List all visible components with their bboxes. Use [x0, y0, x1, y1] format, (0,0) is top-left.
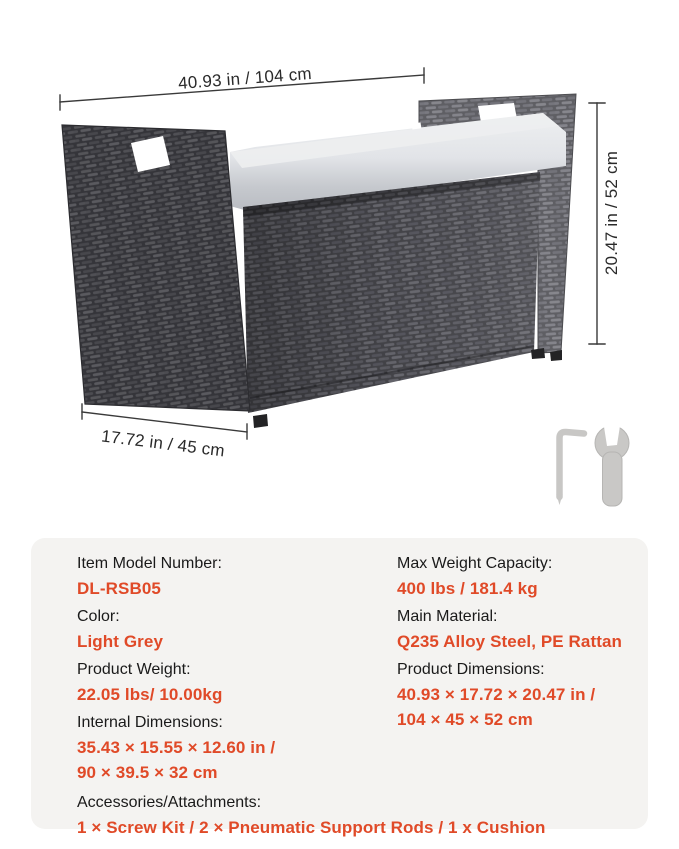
spec-label: Color: [77, 608, 120, 625]
cushion-tag [412, 122, 422, 129]
spec-columns [31, 538, 648, 788]
bench-left-armrest [62, 125, 250, 411]
spec-value-line2: 90 × 39.5 × 32 cm [77, 763, 218, 782]
spec-label: Max Weight Capacity: [397, 555, 553, 572]
height-dimension-label: 20.47 in / 52 cm [602, 150, 621, 276]
spec-value: 1 × Screw Kit / 2 × Pneumatic Support Rods / 1 x Cushion [77, 818, 546, 837]
spec-item-color [77, 604, 397, 654]
spec-item-internal-dimensions [77, 710, 397, 785]
wrench-icon [595, 413, 629, 506]
spec-item-max-weight-capacity [397, 551, 638, 601]
spec-value: Light Grey [77, 632, 164, 651]
assembly-tools [556, 413, 629, 506]
spec-label: Item Model Number: [77, 555, 222, 572]
bench-box-front [243, 172, 540, 413]
spec-label: Main Material: [397, 608, 498, 625]
spec-value: Q235 Alloy Steel, PE Rattan [397, 632, 623, 651]
spec-item-accessories [31, 788, 648, 840]
spec-panel [31, 538, 648, 837]
spec-label: Internal Dimensions: [77, 714, 223, 731]
spec-column-left [77, 551, 397, 788]
allen-key-icon [556, 432, 584, 505]
spec-column-right [397, 551, 638, 788]
spec-label: Product Dimensions: [397, 661, 545, 678]
spec-item-model-number [77, 551, 397, 601]
spec-value: 35.43 × 15.55 × 12.60 in / [77, 738, 276, 757]
width-dimension-label: 40.93 in / 104 cm [177, 64, 313, 93]
spec-label: Product Weight: [77, 661, 191, 678]
depth-dimension-label: 17.72 in / 45 cm [100, 426, 226, 461]
spec-value: 40.93 × 17.72 × 20.47 in / [397, 685, 596, 704]
spec-item-product-dimensions [397, 657, 638, 732]
spec-value-line2: 104 × 45 × 52 cm [397, 710, 533, 729]
spec-value: 400 lbs / 181.4 kg [397, 579, 538, 598]
spec-item-main-material [397, 604, 638, 654]
spec-label: Accessories/Attachments: [77, 794, 262, 811]
spec-value: 22.05 lbs/ 10.00kg [77, 685, 223, 704]
spec-value: DL-RSB05 [77, 579, 161, 598]
spec-item-product-weight [77, 657, 397, 707]
storage-bench [62, 94, 576, 428]
